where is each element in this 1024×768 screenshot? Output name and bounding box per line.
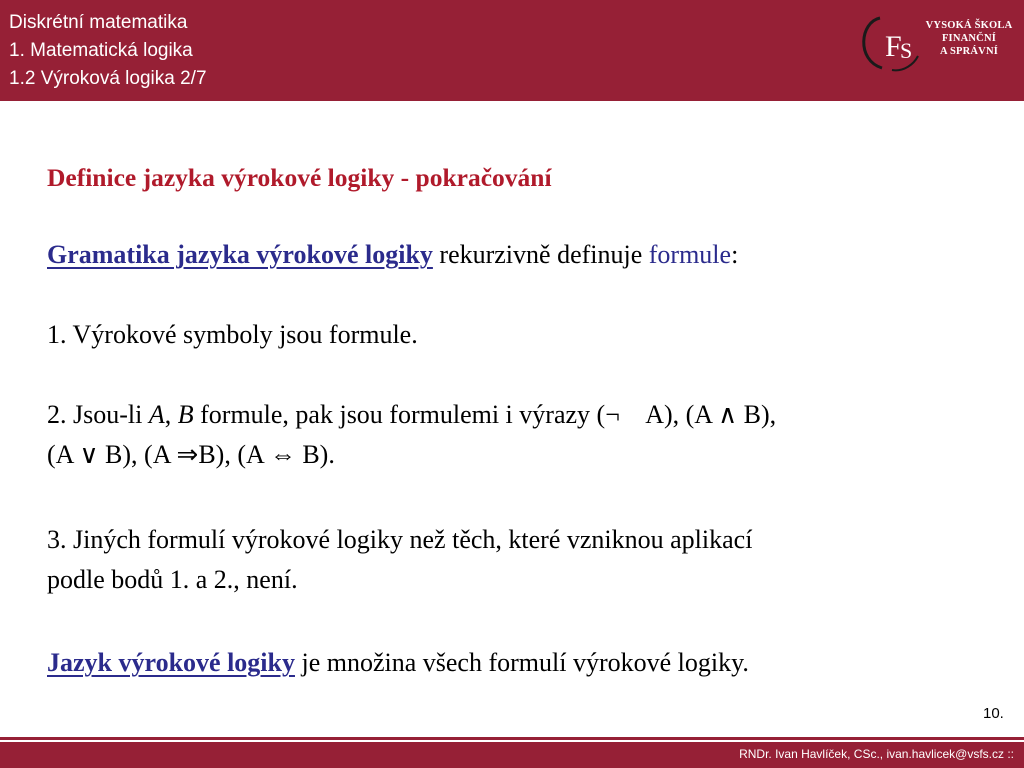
- author-contact: RNDr. Ivan Havlíček, CSc., ivan.havlicek@vsfs.cz ::: [739, 747, 1014, 761]
- page-number: 10.: [983, 705, 1004, 722]
- header-chapter: 1. Matematická logika: [9, 40, 193, 61]
- language-text: je množina všech formulí výrokové logiky.: [294, 648, 749, 677]
- negation-symbol: ¬: [605, 400, 620, 429]
- formula-a: A: [148, 400, 165, 429]
- slide-title: Definice jazyka výrokové logiky - pokračování: [47, 163, 552, 192]
- grammar-colon: :: [731, 240, 739, 269]
- rule-2-line-2: (A ∨ B), (A ⇒B), (A ⇔ B).: [47, 440, 335, 469]
- rule-2-expressions: A), (A ∧ B),: [645, 400, 777, 429]
- footer-divider: [0, 737, 1024, 740]
- language-link[interactable]: Jazyk výrokové logiky: [47, 648, 295, 677]
- rule-2-text: formule, pak jsou formulemi i výrazy (: [193, 400, 606, 429]
- logo-line: FINANČNÍ: [941, 33, 997, 44]
- rule-3-line-1: 3. Jiných formulí výrokové logiky než těch, které vzniknou aplikací: [47, 525, 753, 554]
- slide-footer: [0, 742, 1024, 768]
- header-breadcrumb: [9, 9, 207, 93]
- rule-3-line-2: podle bodů 1. a 2., není.: [47, 565, 298, 594]
- logo-line: VYSOKÁ ŠKOLA: [925, 20, 1013, 31]
- logo-line: A SPRÁVNÍ: [939, 46, 999, 57]
- rule-2-prefix: 2. Jsou-li: [47, 400, 149, 429]
- svg-text:F: F: [885, 30, 902, 63]
- grammar-text: rekurzivně definuje: [432, 240, 649, 269]
- formula-term: formule: [648, 240, 732, 269]
- language-paragraph: [47, 645, 749, 681]
- logo-wordmark: [924, 19, 1014, 58]
- vsfs-emblem-icon: [852, 12, 924, 74]
- header-course: Diskrétní matematika: [9, 12, 188, 33]
- school-logo: [852, 12, 1022, 74]
- grammar-paragraph: [47, 237, 738, 273]
- slide-header: [0, 0, 1024, 101]
- formula-b: B: [177, 400, 194, 429]
- rule-1: 1. Výrokové symboly jsou formule.: [47, 320, 418, 349]
- rule-2-line-1: [47, 397, 776, 433]
- header-section: 1.2 Výroková logika 2/7: [9, 68, 207, 89]
- grammar-link[interactable]: Gramatika jazyka výrokové logiky: [47, 240, 433, 269]
- svg-text:S: S: [900, 38, 913, 63]
- rule-2-comma: ,: [164, 400, 178, 429]
